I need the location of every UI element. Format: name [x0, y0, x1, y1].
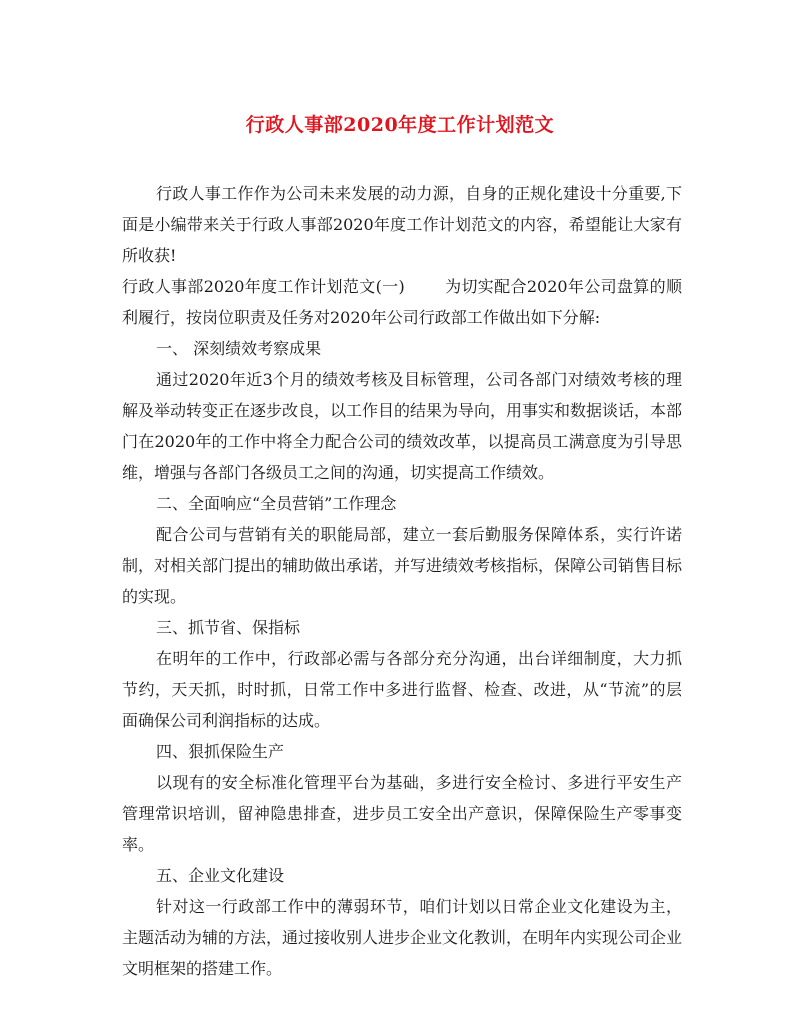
plan-lead: 为切实配合2020年公司盘算的顺利履行，按岗位职责及任务对2020年公司行政部工作做出如下分解:	[122, 277, 682, 327]
section-text-1: 通过2020年近3个月的绩效考核及目标管理，公司各部门对绩效考核的理解及举动转变正在逐步改良，以工作目的结果为导向，用事实和数据谈话，本部门在2020年的工作中将全力配合公司的绩效改革，以提高员工满意度为引导思维，增强与各部门各级员工之间的沟通，切实提高工作绩效。	[122, 370, 683, 482]
plan-paragraph	[122, 271, 682, 333]
section-heading-1: 一、 深刻绩效考察成果	[156, 339, 322, 358]
document-title: 行政人事部2020年度工作计划范文	[245, 114, 555, 136]
section-heading-5: 五、企业文化建设	[156, 866, 285, 885]
section-heading-2: 二、全面响应“全员营销”工作理念	[156, 494, 397, 513]
section-text-2: 配合公司与营销有关的职能局部，建立一套后勤服务保障体系，实行许诺制，对相关部门提出的辅助做出承诺，并写进绩效考核指标，保障公司销售目标的实现。	[122, 525, 683, 606]
section-text-5: 针对这一行政部工作中的薄弱环节，咱们计划以日常企业文化建设为主，主题活动为辅的方法，通过接收别人进步企业文化教训，在明年内实现公司企业文明框架的搭建工作。	[122, 897, 683, 978]
plan-heading: 行政人事部2020年度工作计划范文(一)	[122, 277, 405, 296]
section-text-4: 以现有的安全标准化管理平台为基础，多进行安全检讨、多进行平安生产管理常识培训，留神隐患排查，进步员工安全出产意识，保障保险生产零事变率。	[122, 773, 682, 854]
intro-paragraph: 行政人事工作作为公司未来发展的动力源，自身的正规化建设十分重要,下面是小编带来关于行政人事部2020年度工作计划范文的内容，希望能让大家有所收获!	[122, 184, 682, 265]
section-heading-3: 三、抓节省、保指标	[156, 618, 301, 637]
section-heading-4: 四、狠抓保险生产	[156, 742, 285, 761]
section-text-3: 在明年的工作中，行政部必需与各部分充分沟通，出台详细制度，大力抓节约，天天抓，时时抓，日常工作中多进行监督、检查、改进，从“节流”的层面确保公司利润指标的达成。	[122, 649, 682, 730]
document-body	[122, 178, 682, 984]
